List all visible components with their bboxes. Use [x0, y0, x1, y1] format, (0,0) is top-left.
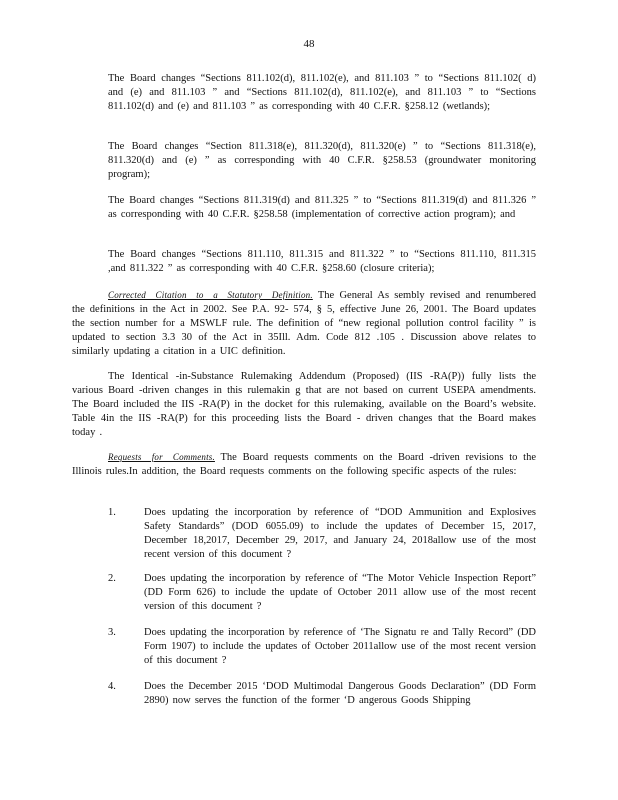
- paragraph-closure: The Board changes “Sections 811.110, 811.315 and 811.322 ” to “Sections 811.110, 811.315 ,and 811.322 ” as corresponding with 40 C.F.R. §258.60 (closure criteria);: [108, 249, 536, 274]
- paragraph-corrected-citation: [72, 288, 536, 359]
- list-item-text: Does the December 2015 ‘DOD Multimodal Dangerous Goods Declaration” (DD Form 2890) now serves the function of the former ‘D angerous Goods Shipping: [144, 681, 536, 706]
- paragraph-corrective-action: The Board changes “Sections 811.319(d) and 811.325 ” to “Sections 811.319(d) and 811.326 ” as corresponding with 40 C.F.R. §258.58 (implementation of corrective action program); and: [108, 195, 536, 220]
- corrected-citation-heading: Corrected Citation to a Statutory Definition.: [108, 290, 313, 300]
- list-item-text: Does updating the incorporation by reference of “DOD Ammunition and Explosives Safety Standards” (DOD 6055.09) to include the updates of December 15, 2017, December 18,2017, December 29, 2017, and January 24, 2018allow use of the most recent version of this document ?: [144, 507, 536, 560]
- requests-body: The Board requests comments on the Board -driven revisions to the Illinois rules.In addition, the Board requests comments on the following specific aspects of the rules:: [72, 452, 536, 477]
- list-item-number: 2.: [108, 573, 116, 584]
- corrected-citation-body: The General As sembly revised and renumbered the definitions in the Act in 2002. See P.A. 92- 574, § 5, effective June 26, 2001. The Board updates the section number for a MSWLF rule. The definition of “new regional pollution control facility ” is updated to section 3.3 30 of the Act in 35Ill. Adm. Code 812 .105 . Discussion above relates to similarly updating a citation in a UIC definition.: [72, 290, 536, 357]
- paragraph-groundwater: The Board changes “Section 811.318(e), 811.320(d), 811.320(e) ” to “Sections 811.318(e), 811.320(d) and (e) ” as corresponding with 40 C.F.R. §258.53 (groundwater monitoring program);: [108, 141, 536, 180]
- paragraph-iis-ra: The Identical -in-Substance Rulemaking Addendum (Proposed) (IIS -RA(P)) fully lists the various Board -driven changes in this rulemakin g that are not based on current USEPA amendments. The Board included the IIS -RA(P) in the docket for this rulemaking, available on the Board’s website. Table 4in the IIS -RA(P) for this proceeding lists the Board - driven changes that the Board makes today .: [72, 371, 536, 438]
- list-item-number: 1.: [108, 507, 116, 518]
- list-item-text: Does updating the incorporation by reference of ‘The Signatu re and Tally Record” (DD Form 1907) to include the updates of October 2011allow use of the most recent version of this document ?: [144, 627, 536, 666]
- paragraph-requests-for-comments: [72, 450, 536, 479]
- paragraph-wetlands: The Board changes “Sections 811.102(d), 811.102(e), and 811.103 ” to “Sections 811.102( d) and (e) and 811.103 ” and “Sections 811.102(d), 811.102(e), and 811.103 ” to “Sections 811.102(d) and (e) and 811.103 ” as corresponding with 40 C.F.R. §258.12 (wetlands);: [108, 73, 536, 112]
- list-item-number: 3.: [108, 627, 116, 638]
- list-item-number: 4.: [108, 681, 116, 692]
- requests-heading: Requests for Comments.: [108, 452, 215, 462]
- page-number: 48: [303, 38, 315, 50]
- list-item-text: Does updating the incorporation by reference of “The Motor Vehicle Inspection Report” (DD Form 626) to include the update of October 2011 allow use of the most recent version of this document ?: [144, 573, 536, 612]
